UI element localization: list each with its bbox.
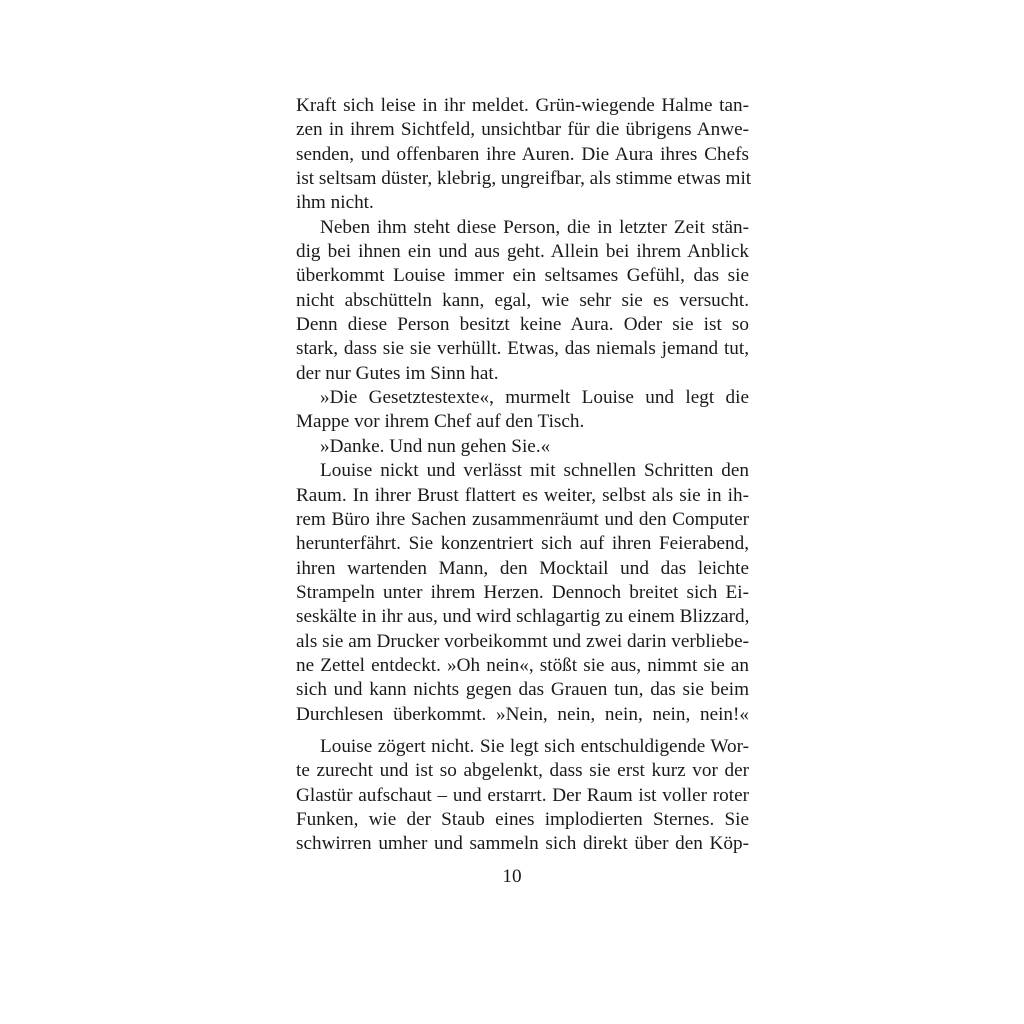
text-line: zen in ihrem Sichtfeld, unsichtbar für die übrigens Anwe- <box>296 119 749 141</box>
text-line: überkommt Louise immer ein seltsames Gefühl, das sie <box>296 265 749 287</box>
text-line: Strampeln unter ihrem Herzen. Dennoch breitet sich Ei- <box>296 581 749 603</box>
text-line: Louise zögert nicht. Sie legt sich entschuldigende Wor- <box>320 735 749 757</box>
text-line: ihm nicht. <box>296 192 374 214</box>
text-line: der nur Gutes im Sinn hat. <box>296 362 499 384</box>
text-line: Durchlesen überkommt. »Nein, nein, nein, nein, nein!« <box>296 703 749 725</box>
text-line: Louise nickt und verlässt mit schnellen Schritten den <box>320 460 749 482</box>
text-line: sich und kann nichts gegen das Grauen tun, das sie beim <box>296 679 749 701</box>
text-line: nicht abschütteln kann, egal, wie sehr sie es versucht. <box>296 289 749 311</box>
text-line: te zurecht und ist so abgelenkt, dass sie erst kurz vor der <box>296 760 749 782</box>
text-line: senden, und offenbaren ihre Auren. Die Aura ihres Chefs <box>296 143 749 165</box>
text-line: schwirren umher und sammeln sich direkt über den Köp- <box>296 833 749 855</box>
page-number: 10 <box>502 866 522 887</box>
text-line: seskälte in ihr aus, und wird schlagartig zu einem Blizzard, <box>296 606 750 628</box>
text-line: dig bei ihnen ein und aus geht. Allein bei ihrem Anblick <box>296 241 749 263</box>
text-line: ihren wartenden Mann, den Mocktail und das leichte <box>296 557 749 579</box>
paragraph-gap <box>296 727 749 735</box>
text-line: »Danke. Und nun gehen Sie.« <box>320 435 551 457</box>
text-line: »Die Gesetztestexte«, murmelt Louise und legt die <box>320 387 749 409</box>
text-line: Raum. In ihrer Brust flattert es weiter, selbst als sie in ih- <box>296 484 749 506</box>
text-line: als sie am Drucker vorbeikommt und zwei darin verbliebe- <box>296 630 749 652</box>
text-line: ist seltsam düster, klebrig, ungreifbar, als stimme etwas mit <box>296 168 752 190</box>
text-line: ne Zettel entdeckt. »Oh nein«, stößt sie aus, nimmt sie an <box>296 654 749 676</box>
text-line: Denn diese Person besitzt keine Aura. Oder sie ist so <box>296 314 749 336</box>
text-line: Neben ihm steht diese Person, die in letzter Zeit stän- <box>320 216 749 238</box>
text-line: Mappe vor ihrem Chef auf den Tisch. <box>296 411 585 433</box>
text-line: Glastür aufschaut – und erstarrt. Der Raum ist voller roter <box>296 784 749 806</box>
text-line: stark, dass sie sie verhüllt. Etwas, das niemals jemand tut, <box>296 338 749 360</box>
text-line: Kraft sich leise in ihr meldet. Grün-wiegende Halme tan- <box>296 95 749 116</box>
text-line: Funken, wie der Staub eines implodierten Sternes. Sie <box>296 808 749 830</box>
text-line: herunterfährt. Sie konzentriert sich auf ihren Feierabend, <box>296 533 749 555</box>
body-text <box>296 94 752 857</box>
text-line: rem Büro ihre Sachen zusammenräumt und den Computer <box>296 508 749 530</box>
